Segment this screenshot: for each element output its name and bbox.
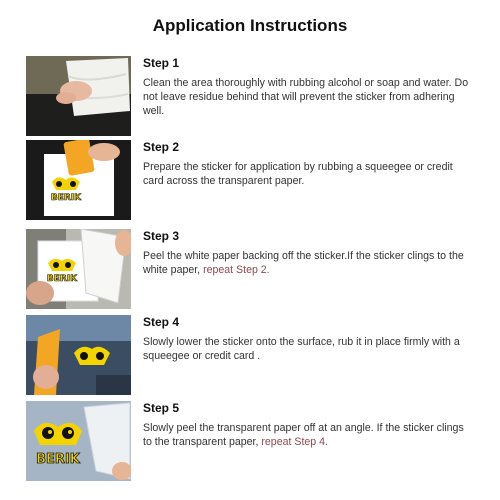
step-1-photo bbox=[26, 56, 131, 136]
step-5-heading: Step 5 bbox=[143, 401, 180, 415]
step-4-text: Slowly lower the sticker onto the surface, rub it in place firmly with a squeegee or credit card . bbox=[143, 336, 460, 362]
step-5 bbox=[26, 401, 478, 483]
step-5-text: Slowly peel the transparent paper off at an angle. If the sticker clings to the transparent paper, repeat Step 4. bbox=[143, 422, 464, 448]
step-2-photo bbox=[26, 140, 131, 220]
step-2-heading: Step 2 bbox=[143, 140, 180, 154]
step-2-logo-text: BERIK bbox=[50, 193, 82, 203]
step-1-heading: Step 1 bbox=[143, 56, 180, 70]
step-5-photo bbox=[26, 401, 131, 481]
step-3-logo-text: BERIK bbox=[46, 274, 78, 284]
step-2-text: Prepare the sticker for application by rubbing a squeegee or credit card across the transparent paper. bbox=[143, 161, 453, 187]
step-2 bbox=[26, 140, 478, 222]
page-title: Application Instructions bbox=[152, 16, 348, 35]
step-3-photo bbox=[26, 229, 131, 309]
step-4-heading: Step 4 bbox=[143, 315, 180, 329]
step-1 bbox=[26, 56, 478, 138]
step-5-logo-text: BERIK bbox=[36, 452, 80, 467]
step-1-text: Clean the area thoroughly with rubbing alcohol or soap and water. Do not leave residue behind that will prevent the sticker from adhering well. bbox=[143, 77, 469, 117]
step-3-heading: Step 3 bbox=[143, 229, 180, 243]
step-4-photo bbox=[26, 315, 131, 395]
step-3-text: Peel the white paper backing off the sticker.If the sticker clings to the white paper, repeat Step 2. bbox=[143, 250, 464, 276]
step-3 bbox=[26, 229, 478, 311]
step-4 bbox=[26, 315, 478, 397]
